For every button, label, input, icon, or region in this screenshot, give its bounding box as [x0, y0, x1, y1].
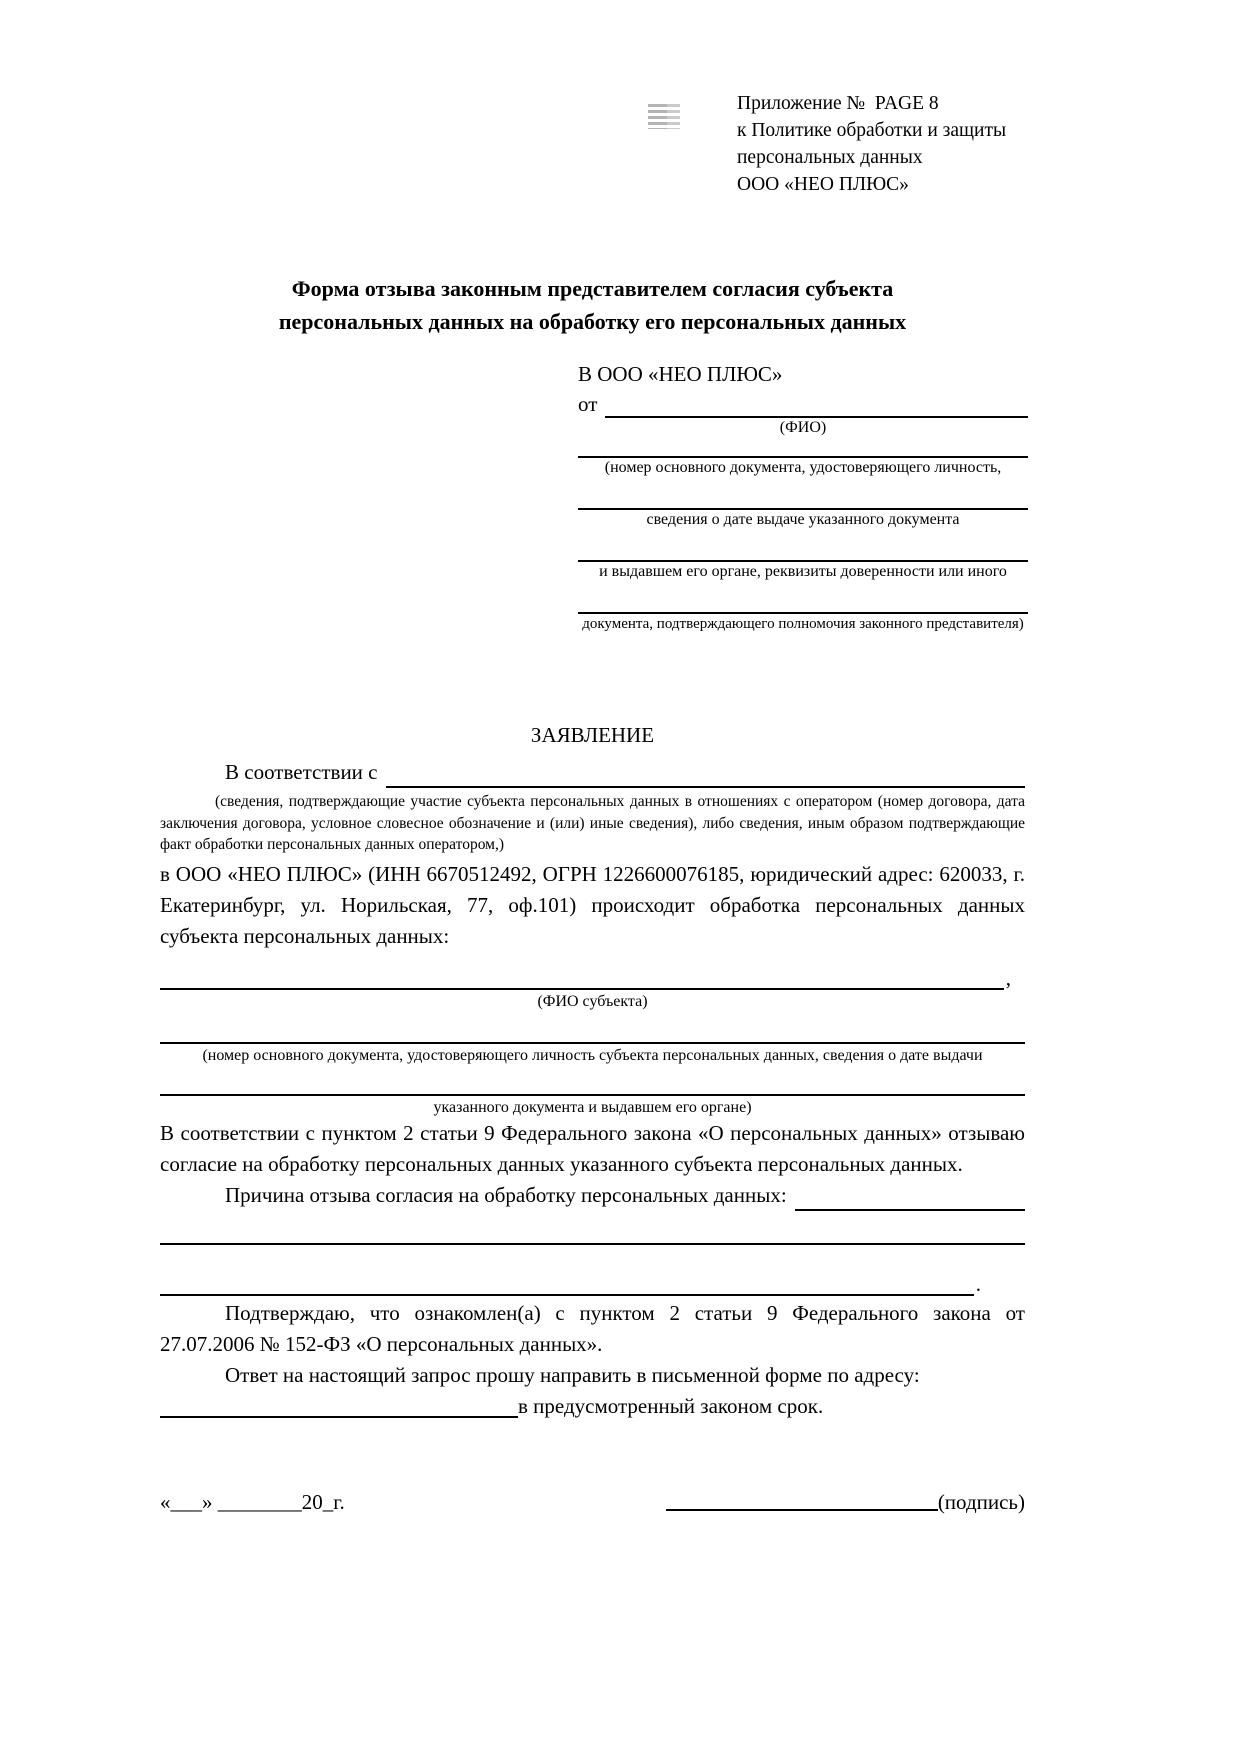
- document-title: [160, 272, 1025, 338]
- reason-continuation-row: [160, 1272, 1025, 1296]
- reason-label: Причина отзыва согласия на обработку персональных данных:: [225, 1182, 787, 1207]
- blank-field-line: [160, 1416, 518, 1418]
- blank-field-line: [160, 1294, 974, 1296]
- from-label: от: [578, 392, 598, 416]
- field-group: [578, 508, 1028, 530]
- blank-field-line: [160, 1042, 1025, 1044]
- field-caption-doc2: сведения о дате выдаче указанного документа: [646, 511, 960, 528]
- intro-label: В соответствии с: [225, 760, 378, 784]
- header-line: Приложение № PAGE 8: [737, 93, 939, 114]
- field-caption-doc1: (номер основного документа, удостоверяющего личность,: [604, 459, 1002, 476]
- blank-signature-line: [666, 1509, 938, 1511]
- field-caption-fio: (ФИО): [779, 419, 827, 436]
- trailing-period: .: [975, 1271, 981, 1296]
- subject-doc-field-row: [160, 1094, 1025, 1096]
- signature-caption: (подпись): [937, 1489, 1025, 1514]
- addressee-to: В ООО «НЕО ПЛЮС»: [578, 362, 783, 386]
- withdrawal-paragraph: В соответствии с пунктом 2 статьи 9 Федерального закона «О персональных данных» отзываю согласие на обработку персональных данных указанного субъекта персональных данных.: [160, 1120, 1025, 1176]
- field-group: [578, 560, 1028, 582]
- title-line-1: Форма отзыва законным представителем согласия субъекта: [291, 276, 894, 301]
- confirmation-paragraph: Подтверждаю, что ознакомлен(а) с пунктом 2 статьи 9 Федерального закона от 27.07.2006 № 152-ФЗ «О персональных данных».: [160, 1300, 1025, 1356]
- from-field-row: [578, 390, 1028, 418]
- field-group: [578, 456, 1028, 478]
- reply-intro-paragraph: Ответ на настоящий запрос прошу направить в письменной форме по адресу:: [225, 1362, 920, 1387]
- reason-continuation-row: [160, 1243, 1025, 1245]
- header-line: к Политике обработки и защиты: [737, 120, 1007, 141]
- subject-fio-field-row: [160, 966, 1025, 990]
- field-caption-subject-doc1: (номер основного документа, удостоверяющего личность субъекта персональных данных, сведения о дате выдачи: [202, 1046, 983, 1064]
- field-caption-subject-fio: (ФИО субъекта): [537, 992, 648, 1010]
- field-caption-subject-doc2: указанного документа и выдавшем его органе): [433, 1098, 752, 1116]
- footnote-text: (сведения, подтверждающие участие субъекта персональных данных в отношениях с оператором (номер договора, дата заключения договора, условное словесное обозначение и (или) иные сведения), либо сведения, иным образом подтверждающие факт обработки персональных данных оператором,): [160, 793, 1025, 853]
- trailing-comma: ,: [1005, 965, 1011, 990]
- blank-field-line: [795, 1209, 1025, 1211]
- reply-address-field-row: [160, 1391, 1025, 1422]
- reason-field-row: [160, 1180, 1025, 1211]
- blank-field-line: [386, 786, 1026, 788]
- addressee-block: [578, 360, 1028, 634]
- subject-doc-field-row: [160, 1042, 1025, 1044]
- document-body: [160, 0, 1025, 1516]
- header-line: персональных данных: [737, 147, 923, 168]
- field-caption-doc4: документа, подтверждающего полномочия законного представителя): [582, 616, 1024, 632]
- statement-heading: ЗАЯВЛЕНИЕ: [530, 723, 655, 747]
- field-caption-doc3: и выдавшем его органе, реквизиты доверенности или иного: [599, 563, 1007, 580]
- signature-field-row: [666, 1488, 1025, 1516]
- reply-tail-text: в предусмотренный законом срок.: [518, 1393, 824, 1418]
- blank-field-line: [160, 1243, 1025, 1245]
- field-group: [578, 612, 1028, 634]
- date-blank-text: «___» ________20_г.: [160, 1489, 345, 1514]
- operator-paragraph: в ООО «НЕО ПЛЮС» (ИНН 6670512492, ОГРН 1226600076185, юридический адрес: 620033, г. Екатеринбург, ул. Норильская, 77, оф.101) происходит обработка персональных данных субъекта персональных данных:: [160, 861, 1025, 948]
- blank-field-line: [160, 1094, 1025, 1096]
- intro-field-row: [160, 757, 1025, 788]
- title-line-2: персональных данных на обработку его персональных данных: [278, 309, 907, 334]
- blank-field-line: [160, 988, 1004, 990]
- header-line: ООО «НЕО ПЛЮС»: [737, 174, 909, 195]
- signature-footer: [160, 1488, 1025, 1516]
